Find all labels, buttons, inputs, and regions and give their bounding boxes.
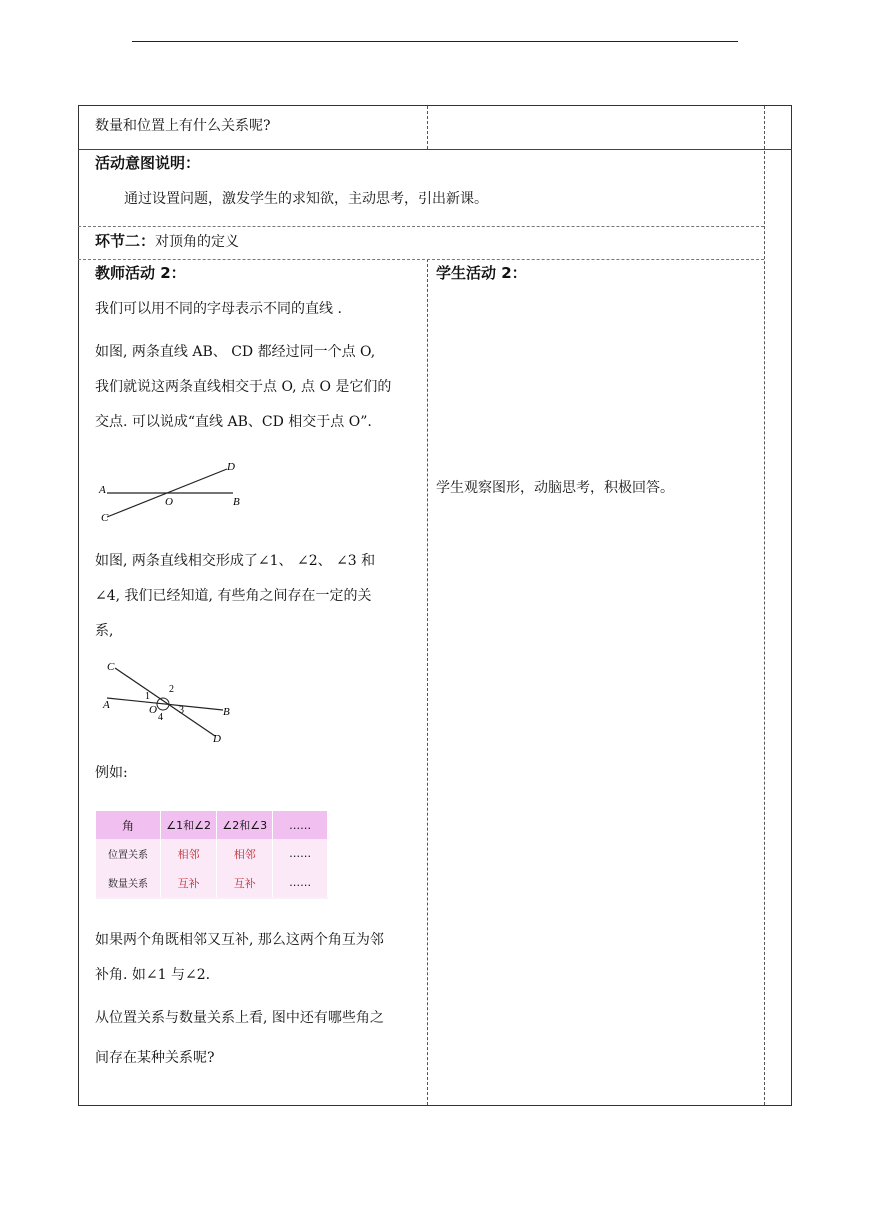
label-A: A xyxy=(103,699,110,711)
table-cell: 互补 xyxy=(161,868,217,897)
table-row xyxy=(96,839,328,868)
student-heading: 学生活动 2： xyxy=(436,264,527,282)
section-title xyxy=(95,231,239,252)
teacher-p3-line: 如图, 两条直线相交形成了∠1、 ∠2、 ∠3 和 xyxy=(95,553,376,569)
angle-3: 3 xyxy=(179,705,184,716)
section-prefix: 环节二： xyxy=(95,232,156,250)
student-activity-text: 学生观察图形，动脑思考，积极回答。 xyxy=(436,480,674,496)
teacher-p1: 我们可以用不同的字母表示不同的直线 . xyxy=(95,301,342,317)
angle-relation-table xyxy=(96,811,328,897)
teacher-p2-line: 交点. 可以说成“直线 AB、CD 相交于点 O”. xyxy=(95,414,372,430)
label-C: C xyxy=(107,661,115,673)
table-header-row xyxy=(96,811,328,839)
label-D: D xyxy=(227,461,235,473)
label-B: B xyxy=(223,706,230,718)
angle-4: 4 xyxy=(158,712,163,723)
column-divider xyxy=(427,259,428,1105)
row-border xyxy=(78,226,764,227)
table-row-label: 数量关系 xyxy=(96,868,161,897)
section-name: 对顶角的定义 xyxy=(155,234,240,250)
teacher-p2-line: 我们就说这两条直线相交于点 O, 点 O 是它们的 xyxy=(95,379,392,395)
table-row-label: 位置关系 xyxy=(96,839,161,868)
table-header-cell: ∠2和∠3 xyxy=(217,811,273,839)
teacher-p2 xyxy=(95,335,405,440)
label-O: O xyxy=(149,704,157,716)
example-label: 例如: xyxy=(95,765,128,781)
teacher-p3-line: 系, xyxy=(95,623,114,639)
intent-title: 活动意图说明： xyxy=(95,154,201,172)
table-header-cell: ∠1和∠2 xyxy=(161,811,217,839)
teacher-p4-line: 如果两个角既相邻又互补, 那么这两个角互为邻 xyxy=(95,932,384,948)
table-cell: …… xyxy=(273,868,328,897)
right-cell-border xyxy=(764,106,765,1105)
label-B: B xyxy=(233,496,240,508)
teacher-p4-line: 补角. 如∠1 与∠2. xyxy=(95,967,211,983)
label-O: O xyxy=(165,496,173,508)
label-D: D xyxy=(213,733,221,745)
header-rule xyxy=(132,41,738,42)
teacher-p5-line: 从位置关系与数量关系上看, 图中还有哪些角之 xyxy=(95,1010,384,1026)
table-header-cell: 角 xyxy=(96,811,161,839)
label-C: C xyxy=(101,512,109,524)
four-angles-figure xyxy=(95,658,245,748)
row-border xyxy=(78,149,792,150)
table-cell: 相邻 xyxy=(161,839,217,868)
teacher-p3 xyxy=(95,544,405,649)
table-row xyxy=(96,868,328,897)
table-header-cell: …… xyxy=(273,811,328,839)
angle-2: 2 xyxy=(169,684,174,695)
row1-text: 数量和位置上有什么关系呢? xyxy=(95,118,271,134)
teacher-p2-line: 如图, 两条直线 AB、 CD 都经过同一个点 O, xyxy=(95,344,376,360)
label-A: A xyxy=(99,484,106,496)
teacher-p4 xyxy=(95,923,405,993)
table-cell: …… xyxy=(273,839,328,868)
teacher-p5 xyxy=(95,998,405,1078)
table-cell: 互补 xyxy=(217,868,273,897)
angle-1: 1 xyxy=(145,691,150,702)
intent-body: 通过设置问题，激发学生的求知欲，主动思考，引出新课。 xyxy=(124,191,488,207)
table-cell: 相邻 xyxy=(217,839,273,868)
teacher-p3-line: ∠4, 我们已经知道, 有些角之间存在一定的关 xyxy=(95,588,372,604)
intersecting-lines-figure xyxy=(95,455,255,530)
teacher-heading: 教师活动 2： xyxy=(95,264,186,282)
teacher-p5-line: 间存在某种关系呢? xyxy=(95,1050,215,1066)
column-divider xyxy=(427,106,428,149)
row-border xyxy=(78,259,764,260)
